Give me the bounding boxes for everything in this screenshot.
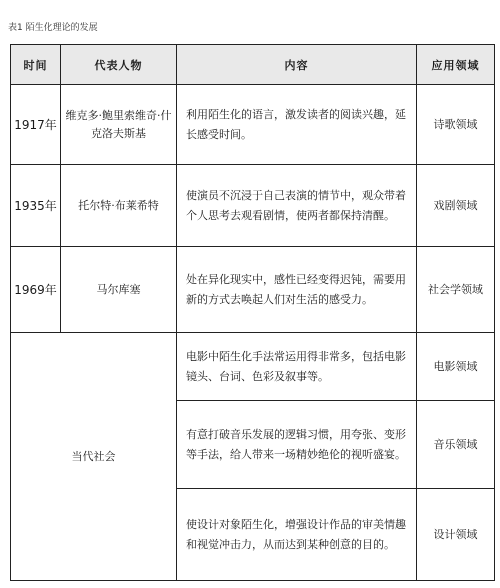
development-table: [10, 44, 495, 581]
content-cell: 使演员不沉浸于自己表演的情节中，观众带着个人思考去观看剧情，使两者都保持清醒。: [177, 165, 417, 247]
field-cell: 戏剧领域: [417, 165, 495, 247]
header-person: 代表人物: [61, 45, 177, 85]
content-cell: 使设计对象陌生化，增强设计作品的审美情趣和视觉冲击力，从而达到某种创意的目的。: [177, 489, 417, 581]
content-cell: 利用陌生化的语言，激发读者的阅读兴趣，延长感受时间。: [177, 85, 417, 165]
field-cell: 设计领域: [417, 489, 495, 581]
person-cell: 维克多·鲍里索维奇·什克洛夫斯基: [61, 85, 177, 165]
table-row: [11, 247, 495, 333]
header-time: 时间: [11, 45, 61, 85]
era-cell: 当代社会: [11, 333, 177, 581]
content-cell: 有意打破音乐发展的逻辑习惯，用夸张、变形等手法，给人带来一场精妙绝伦的视听盛宴。: [177, 401, 417, 489]
time-cell: 1917年: [11, 85, 61, 165]
time-cell: 1969年: [11, 247, 61, 333]
table-caption: 表1 陌生化理论的发展: [8, 23, 98, 33]
person-cell: 托尔特·布莱希特: [61, 165, 177, 247]
table-row: [11, 165, 495, 247]
field-cell: 电影领域: [417, 333, 495, 401]
header-content: 内容: [177, 45, 417, 85]
content-cell: 电影中陌生化手法常运用得非常多，包括电影镜头、台词、色彩及叙事等。: [177, 333, 417, 401]
field-cell: 诗歌领域: [417, 85, 495, 165]
time-cell: 1935年: [11, 165, 61, 247]
table-header-row: [11, 45, 495, 85]
content-cell: 处在异化现实中，感性已经变得迟钝，需要用新的方式去唤起人们对生活的感受力。: [177, 247, 417, 333]
table-row: [11, 333, 495, 401]
header-field: 应用领域: [417, 45, 495, 85]
field-cell: 音乐领域: [417, 401, 495, 489]
person-cell: 马尔库塞: [61, 247, 177, 333]
table-row: [11, 85, 495, 165]
field-cell: 社会学领域: [417, 247, 495, 333]
